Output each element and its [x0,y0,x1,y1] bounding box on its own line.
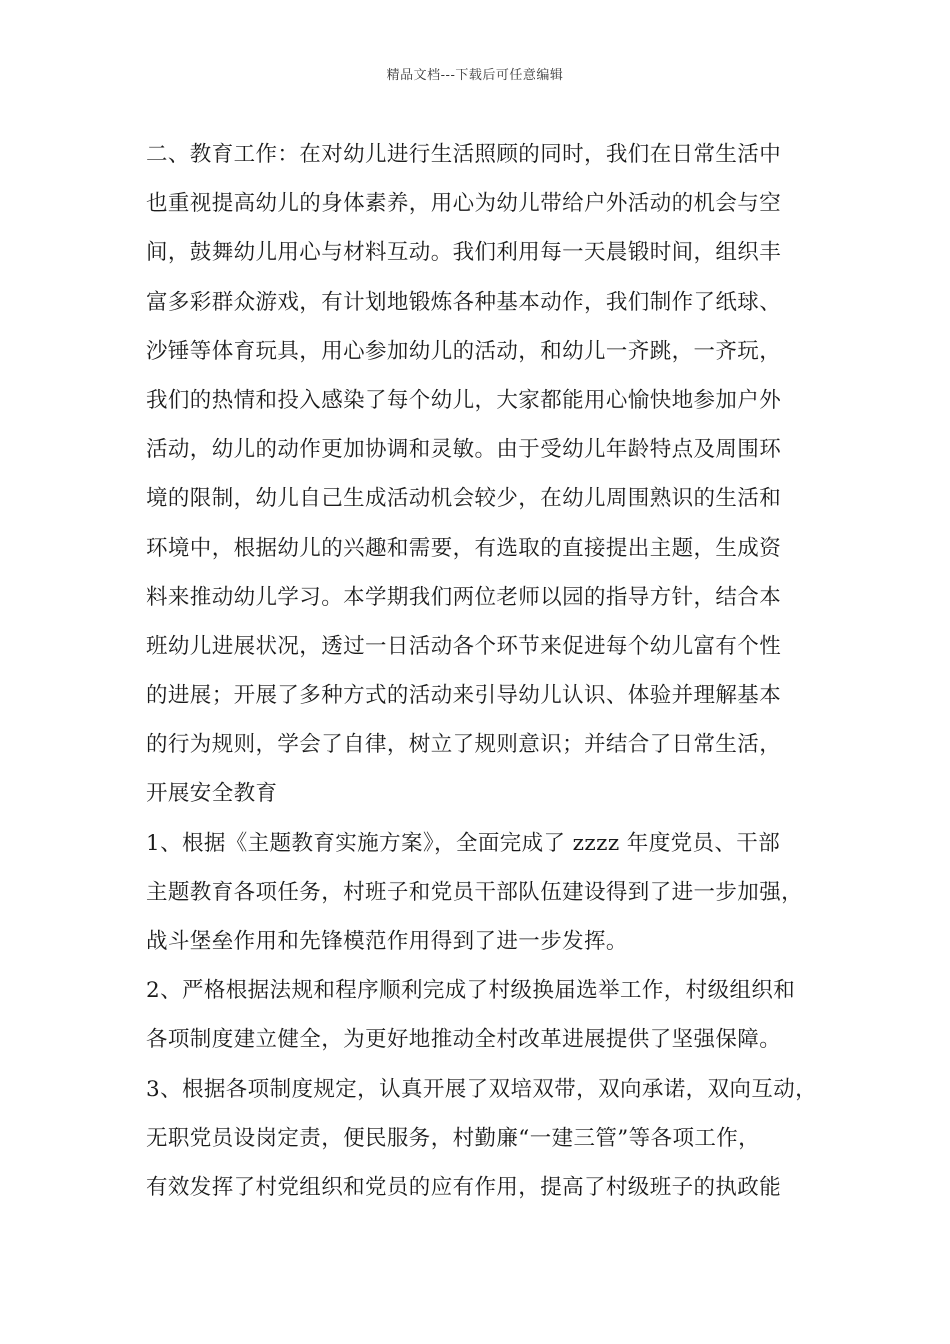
text-line: 开展安全教育 [146,781,278,807]
text-line: 班幼儿进展状况，透过一日活动各个环节来促进每个幼儿富有个性 [146,633,782,659]
text-line: 1、根据《主题教育实施方案》，全面完成了 zzzz 年度党员、干部 [146,830,781,856]
text-line: 沙锤等体育玩具，用心参加幼儿的活动，和幼儿一齐跳，一齐玩， [146,338,782,364]
text-line: 主题教育各项任务，村班子和党员干部队伍建设得到了进一步加强， [146,879,804,905]
text-line: 间，鼓舞幼儿用心与材料互动。我们利用每一天晨锻时间，组织丰 [146,240,782,266]
document-body [146,130,822,1212]
text-line: 也重视提高幼儿的身体素养，用心为幼儿带给户外活动的机会与空 [146,191,782,217]
text-line: 境的限制，幼儿自己生成活动机会较少，在幼儿周围熟识的生活和 [146,486,782,512]
text-line: 各项制度建立健全，为更好地推动全村改革进展提供了坚强保障。 [146,1027,782,1053]
text-line: 富多彩群众游戏，有计划地锻炼各种基本动作，我们制作了纸球、 [146,289,782,315]
text-line: 料来推动幼儿学习。本学期我们两位老师以园的指导方针，结合本 [146,584,782,610]
text-line: 的进展；开展了多种方式的活动来引导幼儿认识、体验并理解基本 [146,683,782,709]
text-line: 的行为规则，学会了自律，树立了规则意识；并结合了日常生活， [146,732,782,758]
text-line: 战斗堡垒作用和先锋模范作用得到了进一步发挥。 [146,929,628,954]
text-line: 有效发挥了村党组织和党员的应有作用，提高了村级班子的执政能 [146,1174,782,1200]
page-header: 精品文档---下载后可任意编辑 [386,68,564,83]
text-line: 我们的热情和投入感染了每个幼儿，大家都能用心愉快地参加户外 [146,387,782,413]
text-line: 活动，幼儿的动作更加协调和灵敏。由于受幼儿年龄特点及周围环 [146,437,782,463]
text-line: 环境中，根据幼儿的兴趣和需要，有选取的直接提出主题，生成资 [146,535,782,561]
text-line: 无职党员设岗定责，便民服务，村勤廉“一建三管”等各项工作， [146,1125,761,1151]
text-line: 3、根据各项制度规定，认真开展了双培双带，双向承诺，双向互动， [146,1076,818,1102]
text-line: 2、严格根据法规和程序顺利完成了村级换届选举工作，村级组织和 [146,978,796,1004]
text-line: 二、教育工作：在对幼儿进行生活照顾的同时，我们在日常生活中 [146,142,782,167]
